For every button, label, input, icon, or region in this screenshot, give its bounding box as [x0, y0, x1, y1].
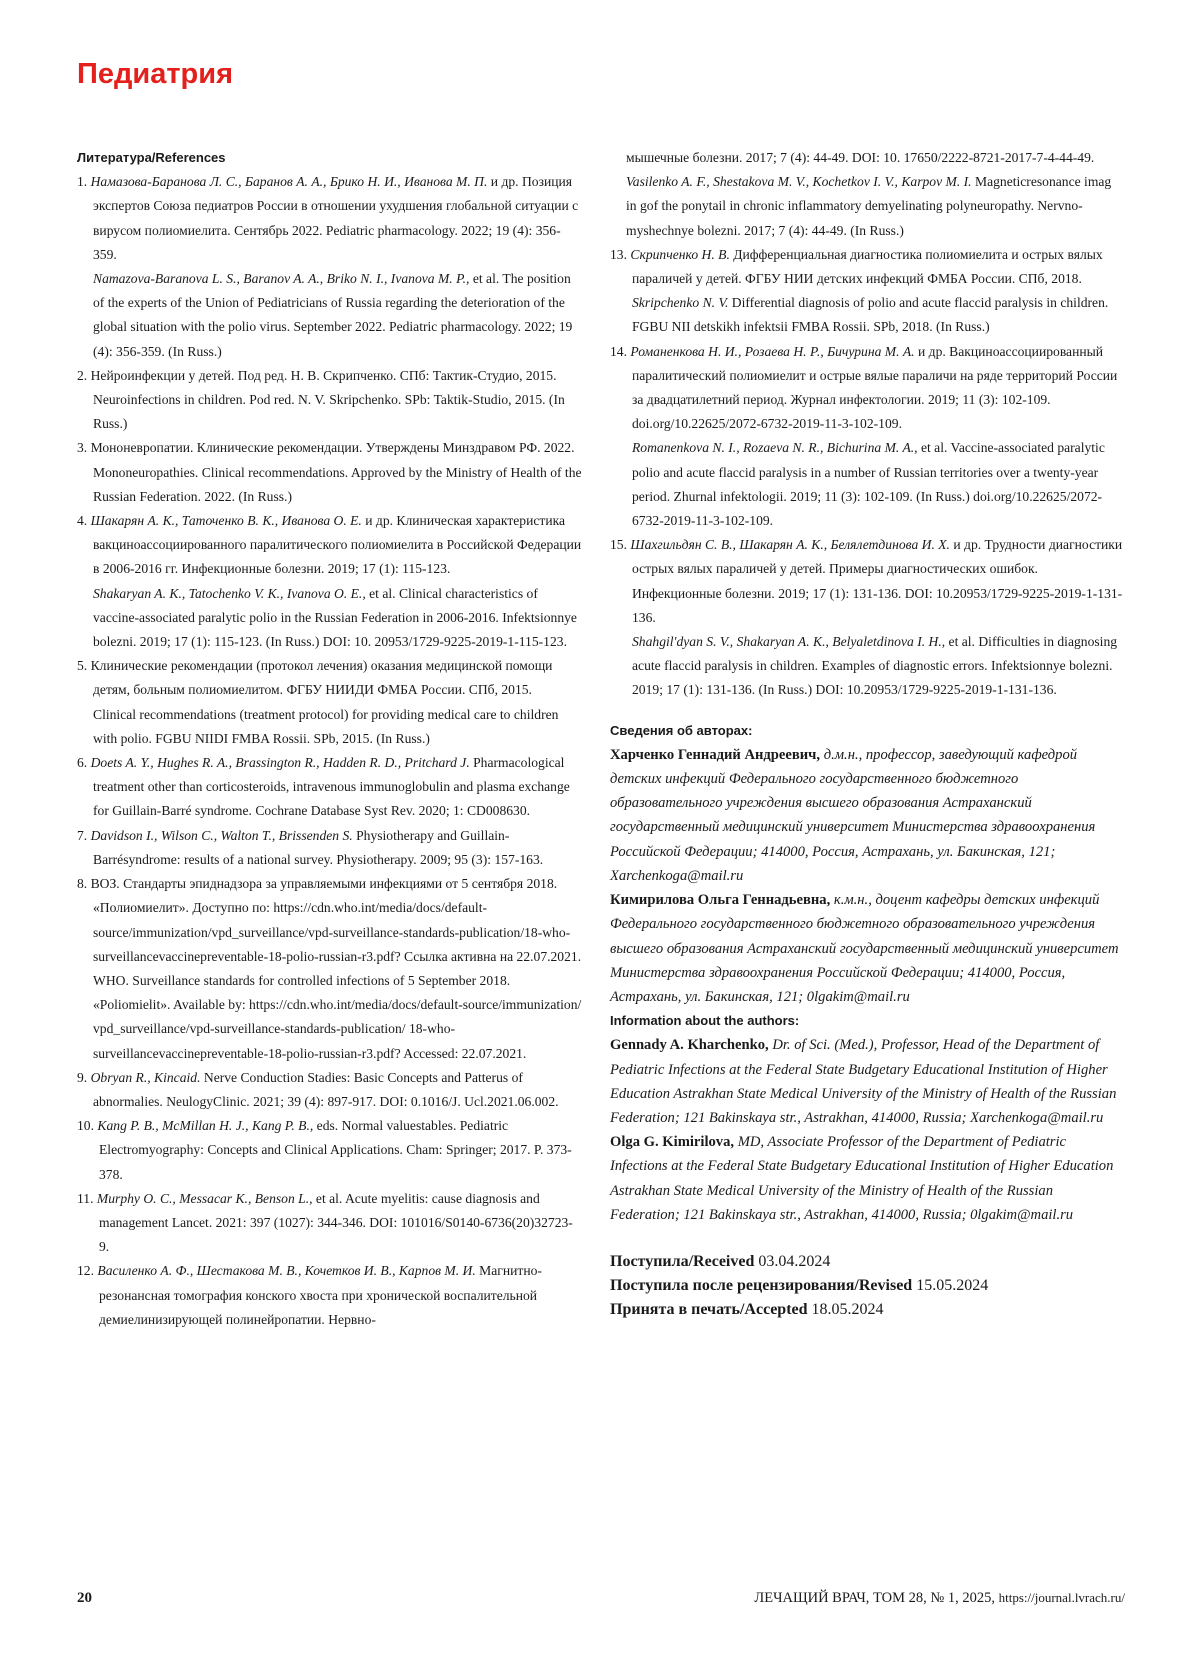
reference-text: Нейроинфекции у детей. Под ред. Н. В. Скрипченко. СПб: Тактик-Студио, 2015.	[90, 367, 557, 383]
reference-en	[632, 630, 1125, 703]
journal-url[interactable]: https://journal.lvrach.ru/	[998, 1590, 1125, 1605]
author-affiliation: д.м.н., профессор, заведующий кафедрой детских инфекций Федерального государственного бюджетного образовательного учреждения высшего образования Астраханский государственный медицинский университет Министерства здравоохранения Российской Федерации; 414000, Россия, Астрахань, ул. Бакинская, 121; Xarchenkoga@mail.ru	[610, 746, 1096, 884]
reference-en-text: et al. Difficulties in diagnosing acute flaccid paralysis in children. Examples of diagnostic errors. Infektsionnye bolezni. 2019; 17 (1): 131-136. (In Russ.) DOI: 10.20953/1729-9225-2019-1-131-136.	[632, 634, 1118, 698]
reference-item	[610, 243, 1125, 340]
reference-en-authors: Namazova-Baranova L. S., Baranov A. A., Briko N. I., Ivanova M. P.,	[93, 271, 470, 287]
author-ru-1	[610, 743, 1125, 888]
author-ru-2	[610, 888, 1125, 1009]
journal-title: ЛЕЧАЩИЙ ВРАЧ, ТОМ 28, № 1, 2025,	[754, 1590, 995, 1606]
reference-en	[93, 267, 582, 364]
author-affiliation: к.м.н., доцент кафедры детских инфекций Федерального государственного бюджетного образовательного учреждения высшего образования Астраханский государственный медицинский университет Министерства здравоохранения Российской Федерации; 414000, Россия, Астрахань, ул. Бакинская, 121; 0lgakim@mail.ru	[610, 892, 1119, 1005]
reference-number: 8.	[77, 876, 88, 892]
reference-number: 1.	[77, 174, 88, 190]
reference-en-text: et al. Vaccine-associated paralytic polio and acute flaccid paralysis in a number of Russian territories over a twenty-year period. Zhurnal infektologii. 2019; 11 (3): 102-109. (In Russ.) doi.org/10.22625/2072-6732-2019-11-3-102-109.	[632, 440, 1105, 529]
author-affiliation: MD, Associate Professor of the Department of Pediatric Infections at the Federal State Budgetary Educational Institution of Higher Education Astrakhan State Medical University of the Ministry of Health of the Russian Federation; 121 Bakinskaya str., Astrakhan, 414000, Russia; 0lgakim@mail.ru	[610, 1134, 1114, 1223]
reference-en-authors: Romanenkova N. I., Rozaeva N. R., Bichurina M. A.,	[632, 440, 918, 456]
reference-text: Магнитно-резонансная томография конского хвоста при хронической воспалительной демиелинизирующей полинейропатии. Нервно-	[99, 1263, 542, 1327]
reference-text: и др. Позиция экспертов Союза педиатров России в отношении ухудшения глобальной ситуации с вирусом полиомиелита. Сентябрь 2022. Pediatric pharmacology. 2022; 19 (4): 356-359.	[93, 174, 579, 262]
references-heading: Литература/References	[77, 150, 226, 165]
reference-authors: Василенко А. Ф., Шестакова М. В., Кочетков И. В., Карпов М. И.	[97, 1263, 476, 1279]
reference-number: 12.	[77, 1263, 94, 1279]
reference-item	[77, 509, 582, 654]
reference-text: Pharmacological treatment other than corticosteroids, intravenous immunoglobulin and plasma exchange for Guillain-Barré syndrome. Cochrane Database Syst Rev. 2020; 1: CD008630.	[93, 755, 570, 819]
reference-en-authors: Vasilenko A. F., Shestakova M. V., Kochetkov I. V., Karpov M. I.	[626, 174, 972, 190]
reference-item-12-continued	[610, 146, 1125, 243]
reference-authors: Murphy O. C., Messacar K., Benson L.,	[96, 1190, 313, 1206]
reference-authors: Obryan R., Kincaid.	[90, 1069, 201, 1085]
reference-en	[632, 436, 1125, 533]
reference-item	[610, 340, 1125, 534]
reference-number: 9.	[77, 1069, 88, 1085]
reference-authors: Doets A. Y., Hughes R. A., Brassington R., Hadden R. D., Pritchard J.	[90, 755, 470, 771]
reference-authors: Скрипченко Н. В.	[630, 246, 730, 262]
references-left-column	[77, 146, 582, 1332]
authors-ru-heading: Сведения об авторах:	[610, 722, 753, 738]
reference-number: 14.	[610, 343, 627, 359]
reference-number: 11.	[77, 1190, 94, 1206]
reference-en-text: Differential diagnosis of polio and acute flaccid paralysis in children. FGBU NII detskikh infektsii FMBA Rossii. SPb, 2018. (In Russ.)	[632, 295, 1109, 335]
reference-item	[77, 824, 582, 872]
reference-item	[77, 170, 582, 364]
reference-item	[610, 533, 1125, 702]
reference-text: и др. Клиническая характеристика вакциноассоциированного паралитического полиомиелита в Российской Федерации в 2006-2016 гг. Инфекционные болезни. 2019; 17 (1): 115-123.	[93, 513, 582, 577]
received-value: 03.04.2024	[758, 1252, 831, 1270]
reference-ru-text: мышечные болезни. 2017; 7 (4): 44-49. DOI: 10. 17650/2222-8721-2017-7-4-44-49.	[626, 150, 1095, 165]
reference-en	[93, 969, 582, 1066]
reference-en-authors: Shakaryan A. K., Tatochenko V. K., Ivanova O. E.,	[93, 585, 366, 601]
reference-number: 3.	[77, 440, 88, 456]
reference-en	[626, 170, 1125, 243]
reference-en-text: Mononeuropathies. Clinical recommendations. Approved by the Ministry of Health of the Russian Federation. 2022. (In Russ.)	[93, 464, 582, 504]
right-column	[610, 146, 1125, 1322]
reference-number: 6.	[77, 755, 88, 771]
reference-en-text: et al. The position of the experts of the Union of Pediatricians of Russia regarding the deterioration of the global situation with the polio virus. September 2022. Pediatric pharmacology. 2022; 19 (4): 356-359. (In Russ.)	[93, 271, 573, 359]
accepted-value: 18.05.2024	[811, 1300, 884, 1318]
reference-en	[93, 703, 582, 751]
reference-item	[77, 1259, 582, 1332]
reference-authors: Шакарян А. К., Таточенко В. К., Иванова О. Е.	[90, 513, 362, 529]
reference-en-text: et al. Clinical characteristics of vaccine-associated paralytic polio in the Russian Federation in 2006-2016. Infektsionnye bolezni. 2019; 17 (1): 115-123. (In Russ.) DOI: 10. 20953/1729-9225-2019-1-115-123.	[93, 585, 577, 650]
reference-number: 15.	[610, 537, 627, 553]
reference-text: Nerve Conduction Stadies: Basic Concepts and Patterus of abnormalies. NeulogyClinic. 2021; 39 (4): 897-917. DOI: 0.1016/J. Ucl.2021.06.002.	[93, 1069, 559, 1109]
reference-text: ВОЗ. Стандарты эпиднадзора за управляемыми инфекциями от 5 сентября 2018. «Полиомиелит». Доступно по: https://cdn.who.int/media/docs/default-source/immunization/vpd_surveillance/vpd-surveillance-standards-publication/18-who-surveillancevaccinepreventable-18-polio-russian-r3.pdf? Ссылка активна на 22.07.2021.	[90, 876, 582, 964]
reference-number: 10.	[77, 1118, 94, 1134]
revised-label: Поступила после рецензирования/Revised	[610, 1276, 913, 1294]
reference-en	[93, 388, 582, 436]
author-en-1	[610, 1033, 1125, 1130]
revised-value: 15.05.2024	[916, 1276, 989, 1294]
author-en-2	[610, 1130, 1125, 1227]
reference-list-right	[610, 243, 1125, 703]
reference-authors: Намазова-Баранова Л. С., Баранов А. А., Брико Н. И., Иванова М. П.	[90, 174, 488, 190]
received-label: Поступила/Received	[610, 1252, 755, 1270]
authors-en-heading: Information about the authors:	[610, 1013, 800, 1029]
reference-en	[93, 461, 582, 509]
reference-text: eds. Normal valuestables. Pediatric Electromyography: Concepts and Clinical Applications. Cham: Springer; 2017. P. 373-378.	[99, 1118, 572, 1182]
reference-number: 13.	[610, 246, 627, 262]
journal-footer	[754, 1590, 1125, 1607]
author-name: Gennady A. Kharchenko,	[610, 1037, 769, 1054]
author-affiliation: Dr. of Sci. (Med.), Professor, Head of the Department of Pediatric Infections at the Federal State Budgetary Educational Institution of Higher Education Astrakhan State Medical University of the Ministry of Health of the Russian Federation; 121 Bakinskaya str., Astrakhan, 414000, Russia; Xarchenkoga@mail.ru	[610, 1037, 1117, 1126]
reference-number: 2.	[77, 367, 88, 383]
reference-en-text: WHO. Surveillance standards for controlled infections of 5 September 2018. «Poliomielit». Available by: https://cdn.who.int/media/docs/default-source/immunization/ vpd_surveillance/vpd-surveillance-standards-publication/ 18-who-surveillancevaccinepreventable-18-polio-russian-r3.pdf? Accessed: 22.07.2021.	[93, 972, 582, 1061]
reference-authors: Davidson I., Wilson C., Walton T., Brissenden S.	[90, 827, 353, 843]
author-name: Olga G. Kimirilova,	[610, 1134, 735, 1151]
page-number: 20	[77, 1590, 92, 1606]
reference-en-authors: Skripchenko N. V.	[632, 295, 729, 311]
reference-text: Physiotherapy and Guillain-Barrésyndrome: results of a national survey. Physiotherapy. 2009; 95 (3): 157-163.	[93, 827, 544, 867]
reference-text: и др. Трудности диагностики острых вялых параличей у детей. Примеры диагностических ошибок. Инфекционные болезни. 2019; 17 (1): 131-136. DOI: 10.20953/1729-9225-2019-1-131-136.	[632, 537, 1123, 625]
reference-item	[77, 436, 582, 509]
reference-item	[77, 872, 582, 1066]
author-name: Кимирилова Ольга Геннадьевна,	[610, 892, 831, 909]
reference-text: Дифференциальная диагностика полиомиелита и острых вялых параличей у детей. ФГБУ НИИ детских инфекций ФМБА России. СПб, 2018.	[632, 246, 1103, 287]
reference-authors: Романенкова Н. И., Розаева Н. Р., Бичурина М. А.	[630, 343, 915, 359]
reference-en	[93, 582, 582, 655]
revised-date	[610, 1274, 1125, 1298]
reference-item	[77, 364, 582, 437]
reference-en-text: Neuroinfections in children. Pod red. N. V. Skripchenko. SPb: Taktik-Studio, 2015. (In Russ.)	[93, 392, 565, 432]
article-dates	[610, 1250, 1125, 1322]
reference-en-text: Magneticresonance imag in gof the ponytail in chronic inflammatory demyelinating polyneuropathy. Nervno-myshechnye bolezni. 2017; 7 (4): 44-49. (In Russ.)	[626, 174, 1112, 238]
reference-number: 4.	[77, 513, 88, 529]
reference-text: Клинические рекомендации (протокол лечения) оказания медицинской помощи детям, больным полиомиелитом. ФГБУ НИИДИ ФМБА России. СПб, 2015.	[90, 658, 553, 698]
reference-en-authors: Shahgil'dyan S. V., Shakaryan A. K., Belyaletdinova I. H.,	[632, 634, 946, 650]
reference-item	[77, 751, 582, 824]
reference-en	[632, 291, 1125, 339]
reference-item	[77, 654, 582, 751]
accepted-label: Принята в печать/Accepted	[610, 1300, 808, 1318]
reference-text: et al. Acute myelitis: cause diagnosis and management Lancet. 2021: 397 (1027): 344-346. DOI: 101016/S0140-6736(20)32723-9.	[99, 1190, 573, 1255]
section-title: Педиатрия	[77, 58, 234, 90]
reference-text: и др. Вакциноассоциированный паралитический полиомиелит и острые вялые параличи на ряде территорий России за двадцатилетний период. Журнал инфектологии. 2019; 11 (3): 102-109. doi.org/10.22625/2072-6732-2019-11-3-102-109.	[632, 343, 1118, 432]
reference-text: Мононевропатии. Клинические рекомендации. Утверждены Минздравом РФ. 2022.	[90, 440, 575, 456]
reference-authors: Kang P. B., McMillan H. J., Kang P. B.,	[97, 1118, 314, 1134]
reference-item	[77, 1066, 582, 1114]
accepted-date	[610, 1298, 1125, 1322]
reference-authors: Шахгильдян С. В., Шакарян А. К., Белялетдинова И. Х.	[630, 537, 950, 553]
received-date	[610, 1250, 1125, 1274]
reference-number: 5.	[77, 658, 88, 674]
reference-en-text: Clinical recommendations (treatment protocol) for providing medical care to children with polio. FGBU NIIDI FMBA Rossii. SPb, 2015. (In Russ.)	[93, 706, 559, 746]
reference-list	[77, 170, 582, 1332]
author-name: Харченко Геннадий Андреевич,	[610, 746, 821, 763]
reference-number: 7.	[77, 827, 88, 843]
reference-item	[77, 1114, 582, 1187]
reference-item	[77, 1187, 582, 1260]
